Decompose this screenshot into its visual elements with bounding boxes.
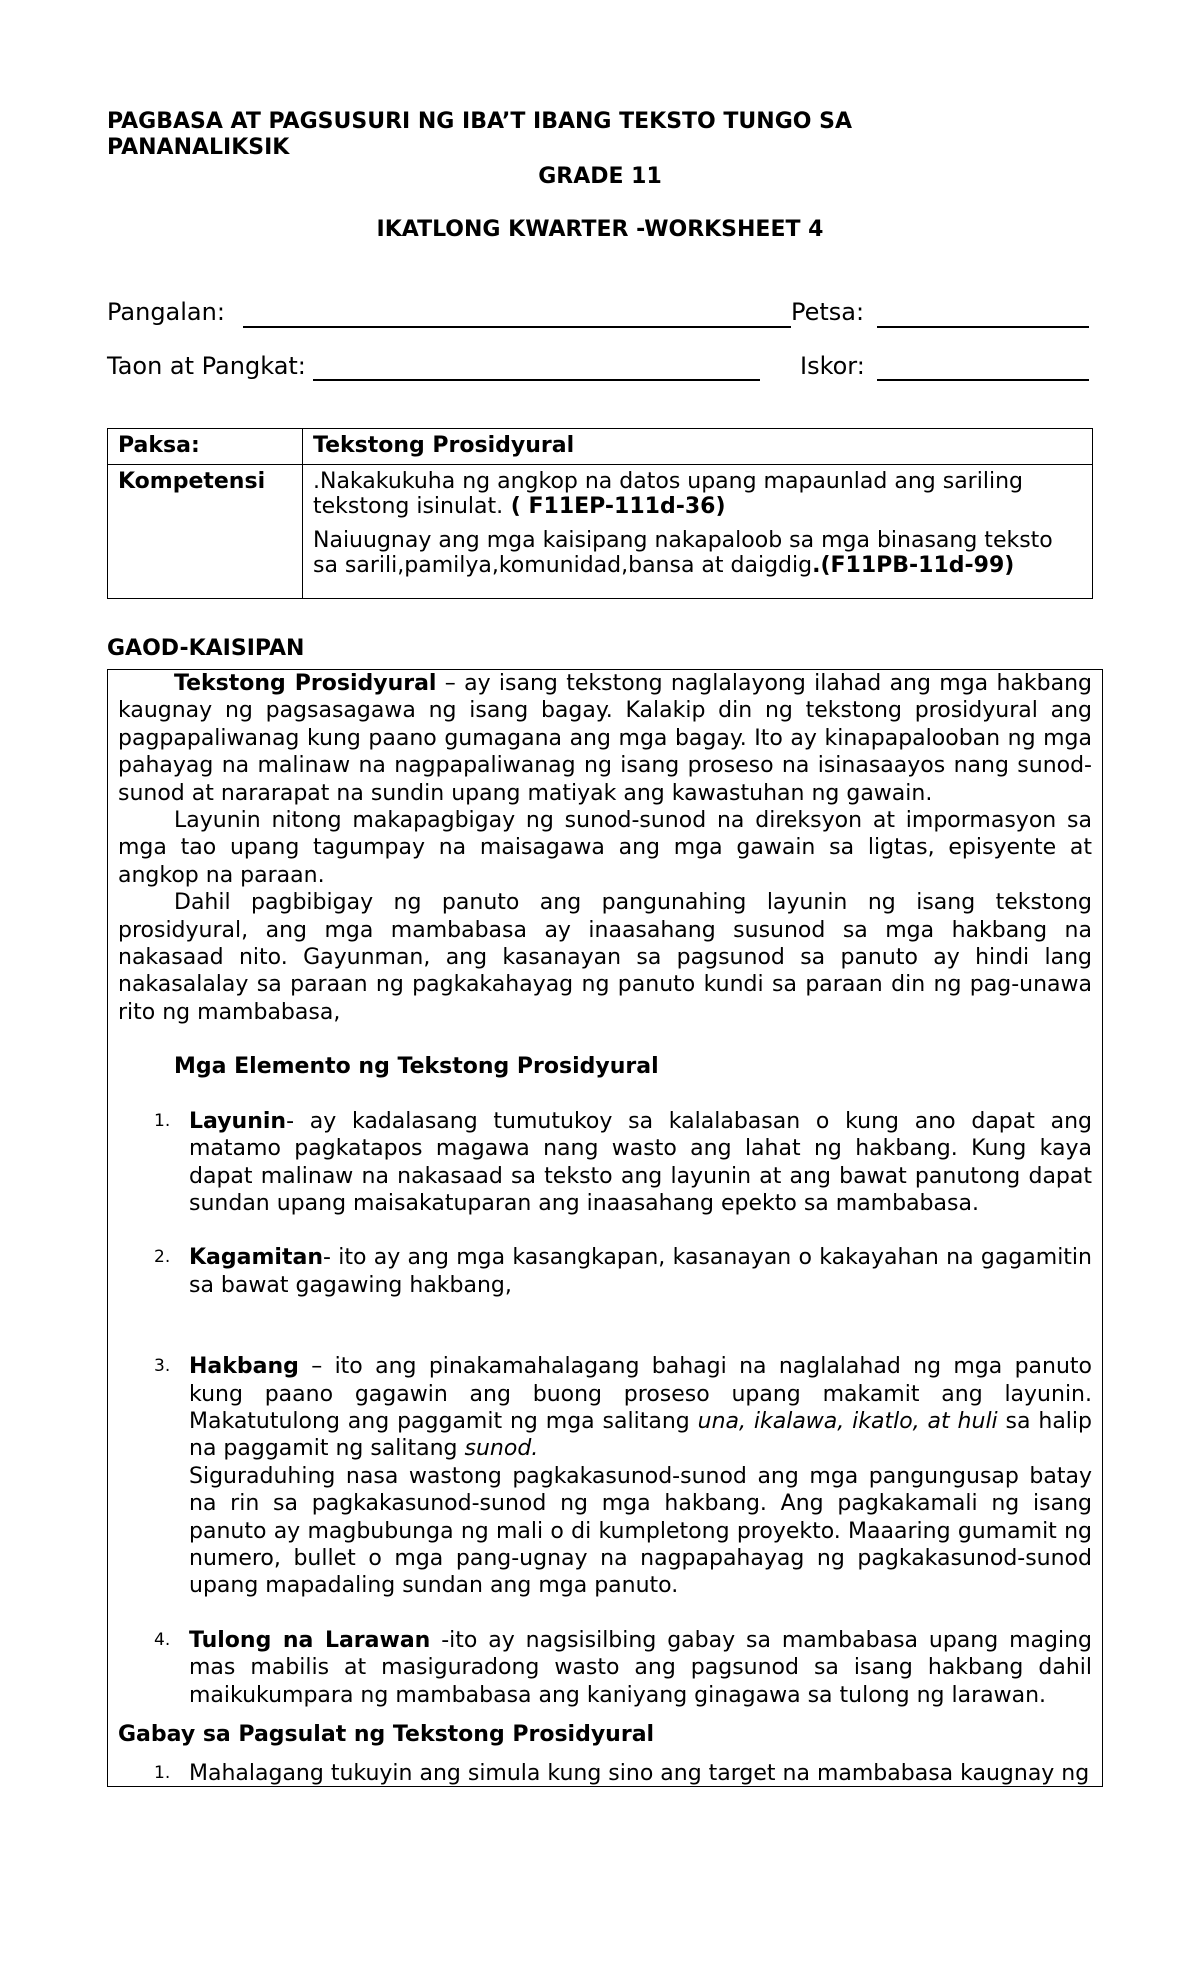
name-label: Pangalan: xyxy=(107,298,225,326)
element-item-layunin xyxy=(118,1108,1092,1218)
element-item-hakbang xyxy=(118,1353,1092,1600)
guide-item xyxy=(118,1760,1092,1787)
elements-heading: Mga Elemento ng Tekstong Prosidyural xyxy=(174,1054,659,1080)
competency-row xyxy=(108,465,1093,599)
definition-text: – ay isang tekstong naglalayong ilahad ang mga hakbang kaugnay ng pagsasagawa ng isang bagay. Kalakip din ng tekstong prosidyural ang pagpapaliwanag kung paano gumagana ang mga bagay. Ito ay kinapapalooban ng mga pahayag na malinaw na nagpapaliwanag ng isang proseso na isinasaayos nang sunod-sunod at nararapat na sundin upang matiyak ang kawastuhan ng gawain. xyxy=(118,671,1092,806)
competency-list xyxy=(303,465,1093,599)
item-term: Hakbang xyxy=(189,1354,299,1380)
score-input-line[interactable] xyxy=(877,379,1089,381)
title-line-1: PAGBASA AT PAGSUSURI NG IBA’T IBANG TEKSTO TUNGO SA xyxy=(107,109,852,134)
lesson-content-box xyxy=(107,669,1103,1787)
competency-2 xyxy=(313,528,1082,592)
section-input-line[interactable] xyxy=(313,379,760,381)
item-continuation: Siguraduhing nasa wastong pagkakasunod-sunod ang mga pangungusap batay na rin sa pagkakasunod-sunod ng mga hakbang. Ang pagkakamali ng isang panuto ay magbubunga ng mali o di kumpletong proyekto. Maaaring gumamit ng numero, bullet o mga pang-ugnay na nagpapahayag ng pagkakasunod-sunod upang mapadaling sundan ang mga panuto. xyxy=(189,1463,1092,1599)
item-text: Mahalagang tukuyin ang simula kung sino ang target na mambabasa kaugnay ng xyxy=(189,1761,1090,1787)
competency-label: Kompetensi xyxy=(108,465,303,599)
item-text: – ito ang pinakamahalagang bahagi na naglalahad ng mga panuto kung paano gagawin ang buong proseso upang makamit ang layunin. Makatutulong ang paggamit ng mga salitang xyxy=(189,1354,1092,1434)
item-number: 1. xyxy=(154,1110,171,1131)
item-italic-ordinals: una, ikalawa, ikatlo, at huli xyxy=(697,1408,998,1434)
worksheet-heading: IKATLONG KWARTER -WORKSHEET 4 xyxy=(376,217,824,242)
competency-1 xyxy=(313,469,1082,519)
item-number: 2. xyxy=(154,1247,171,1268)
competency-2-code: .(F11PB-11d-99) xyxy=(812,553,1015,578)
topic-value: Tekstong Prosidyural xyxy=(303,429,1093,465)
guide-heading: Gabay sa Pagsulat ng Tekstong Prosidyural xyxy=(118,1722,655,1747)
gaod-kaisipan-heading: GAOD-KAISIPAN xyxy=(107,636,305,661)
element-item-tulong-na-larawan xyxy=(118,1627,1092,1709)
title-line-2: PANANALIKSIK xyxy=(107,135,290,160)
competency-1-code: ( F11EP-111d-36) xyxy=(503,494,726,519)
definition-paragraph xyxy=(118,670,1092,807)
item-term: Layunin xyxy=(189,1108,287,1134)
date-input-line[interactable] xyxy=(877,326,1089,328)
date-label: Petsa: xyxy=(791,298,865,326)
topic-competency-table xyxy=(107,428,1093,599)
item-text: - ay kadalasang tumutukoy sa kalalabasan o kung ano dapat ang matamo pagkatapos magawa nang wasto ang lahat ng hakbang. Kung kaya dapat malinaw na nakasaad sa teksto ang layunin at ang bawat panutong dapat sundan upang maisakatuparan ang inaasahang epekto sa mambabasa. xyxy=(189,1108,1092,1216)
topic-row xyxy=(108,429,1093,465)
score-label: Iskor: xyxy=(800,352,865,380)
item-text: -ito ay nagsisilbing gabay sa mambabasa upang maging mas mabilis at masiguradong wasto ang pagsunod sa isang hakbang dahil maikukumpara ng mambabasa ang kaniyang ginagawa sa tulong ng larawan. xyxy=(189,1627,1092,1708)
item-number: 1. xyxy=(154,1763,171,1784)
item-term: Kagamitan xyxy=(189,1245,323,1271)
competency-1-text: .Nakakukuha ng angkop na datos upang mapaunlad ang sariling tekstong isinulat. xyxy=(313,469,1023,519)
definition-term: Tekstong Prosidyural xyxy=(174,671,437,696)
item-number: 3. xyxy=(154,1356,171,1377)
competency-2-text: Naiuugnay ang mga kaisipang nakapaloob sa mga binasang teksto sa sarili,pamilya,komunidad,bansa at daigdig xyxy=(313,528,1053,578)
item-term: Tulong na Larawan xyxy=(189,1627,431,1653)
grade-heading: GRADE 11 xyxy=(538,164,662,189)
topic-label: Paksa: xyxy=(108,429,303,465)
instruction-paragraph: Dahil pagbibigay ng panuto ang pangunahing layunin ng isang tekstong prosidyural, ang mga mambabasa ay inaasahang susunod sa mga hakbang na nakasaad nito. Gayunman, ang kasanayan sa pagsunod sa panuto ay hindi lang nakasalalay sa paraan ng pagkakahayag ng panuto kundi sa paraan din ng pag-unawa rito ng mambabasa, xyxy=(118,890,1092,1025)
purpose-paragraph: Layunin nitong makapagbigay ng sunod-sunod na direksyon at impormasyon sa mga tao upang tagumpay na maisagawa ang mga gawain sa ligtas, episyente at angkop na paraan. xyxy=(118,808,1092,888)
section-label: Taon at Pangkat: xyxy=(107,352,306,380)
item-number: 4. xyxy=(154,1629,171,1650)
item-italic-sunod: sunod. xyxy=(464,1436,539,1462)
lesson-content xyxy=(118,670,1092,1787)
element-item-kagamitan xyxy=(118,1244,1092,1299)
item-text: sa halip na paggamit ng salitang xyxy=(189,1408,1092,1462)
name-input-line[interactable] xyxy=(243,326,791,328)
item-text: - ito ay ang mga kasangkapan, kasanayan o kakayahan na gagamitin sa bawat gagawing hakbang, xyxy=(189,1245,1092,1298)
